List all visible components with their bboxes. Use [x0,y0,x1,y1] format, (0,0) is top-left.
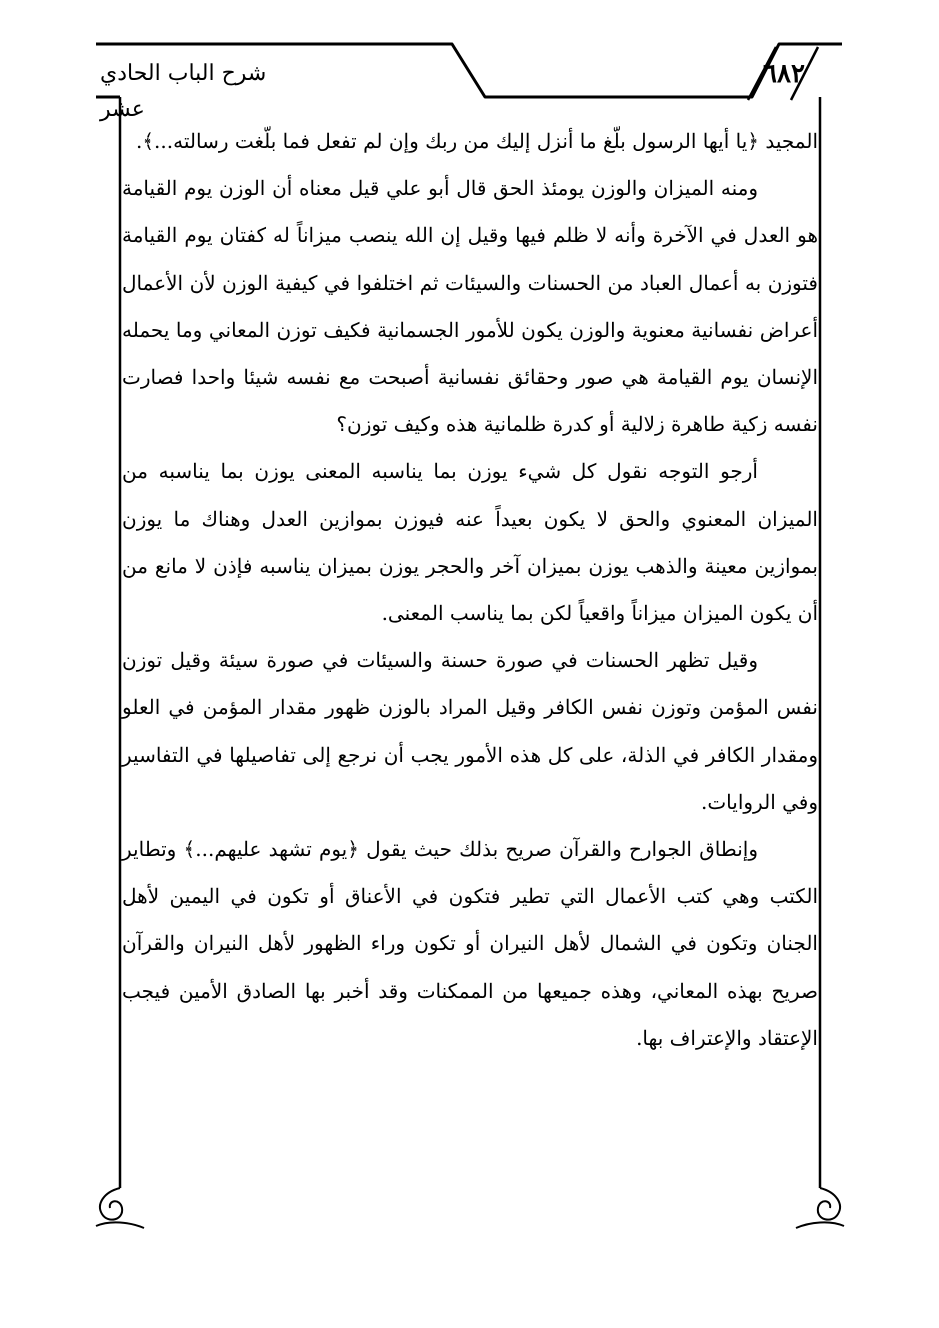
ornament-left [96,1188,144,1228]
body-text [122,118,818,1188]
paragraph: المجيد ﴿يا أيها الرسول بلّغ ما أنزل إليك من ربك وإن لم تفعل فما بلّغت رسالته...﴾. [135,129,818,153]
paragraph: ومنه الميزان والوزن يومئذ الحق قال أبو علي قيل معناه أن الوزن يوم القيامة هو العدل في الآخرة وأنه لا ظلم فيها وقيل إن الله ينصب ميزاناً له كفتان يوم القيامة فتوزن به أعمال العباد من الحسنات والسيئات ثم اختلفوا في كيفية الوزن لأن الأعمال أعراض نفسانية معنوية والوزن يكون للأمور الجسمانية فكيف توزن المعاني وما يحمله الإنسان يوم القيامة هي صور وحقائق نفسانية أصبحت مع نفسه شيئا واحدا فصارت نفسه زكية طاهرة زلالية أو كدرة ظلمانية هذه وكيف توزن؟ [122,176,818,437]
paragraph: وإنطاق الجوارح والقرآن صريح بذلك حيث يقول ﴿يوم تشهد عليهم...﴾ وتطاير الكتب وهي كتب الأعمال التي تطير فتكون في الأعناق أو تكون في اليمين لأهل الجنان وتكون في الشمال لأهل النيران أو تكون وراء الظهور لأهل النيران والقرآن صريح بهذه المعاني، وهذه جميعها من الممكنات وقد أخبر بها الصادق الأمين فيجب الإعتقاد والإعتراف بها. [122,837,818,1050]
page-number: ٦٨٢ [763,59,805,89]
paragraph: وقيل تظهر الحسنات في صورة حسنة والسيئات في صورة سيئة وقيل توزن نفس المؤمن وتوزن نفس الكافر وقيل المراد بالوزن ظهور مقدار المؤمن في العلو ومقدار الكافر في الذلة، على كل هذه الأمور يجب أن نرجع إلى تفاصيلها في التفاسير وفي الروايات. [122,648,818,814]
paragraph: أرجو التوجه نقول كل شيء يوزن بما يناسبه المعنى يوزن بما يناسبه من الميزان المعنوي والحق لا يكون بعيداً عنه فيوزن بموازين العدل وهناك ما يوزن بموازين معينة والذهب يوزن بميزان آخر والحجر يوزن بميزان يناسبه فإذن لا مانع من أن يكون الميزان ميزاناً واقعياً لكن بما يناسب المعنى. [122,459,818,626]
running-head-book-title: شرح الباب الحادي عشر [100,61,267,122]
ornament-right [796,1188,844,1228]
